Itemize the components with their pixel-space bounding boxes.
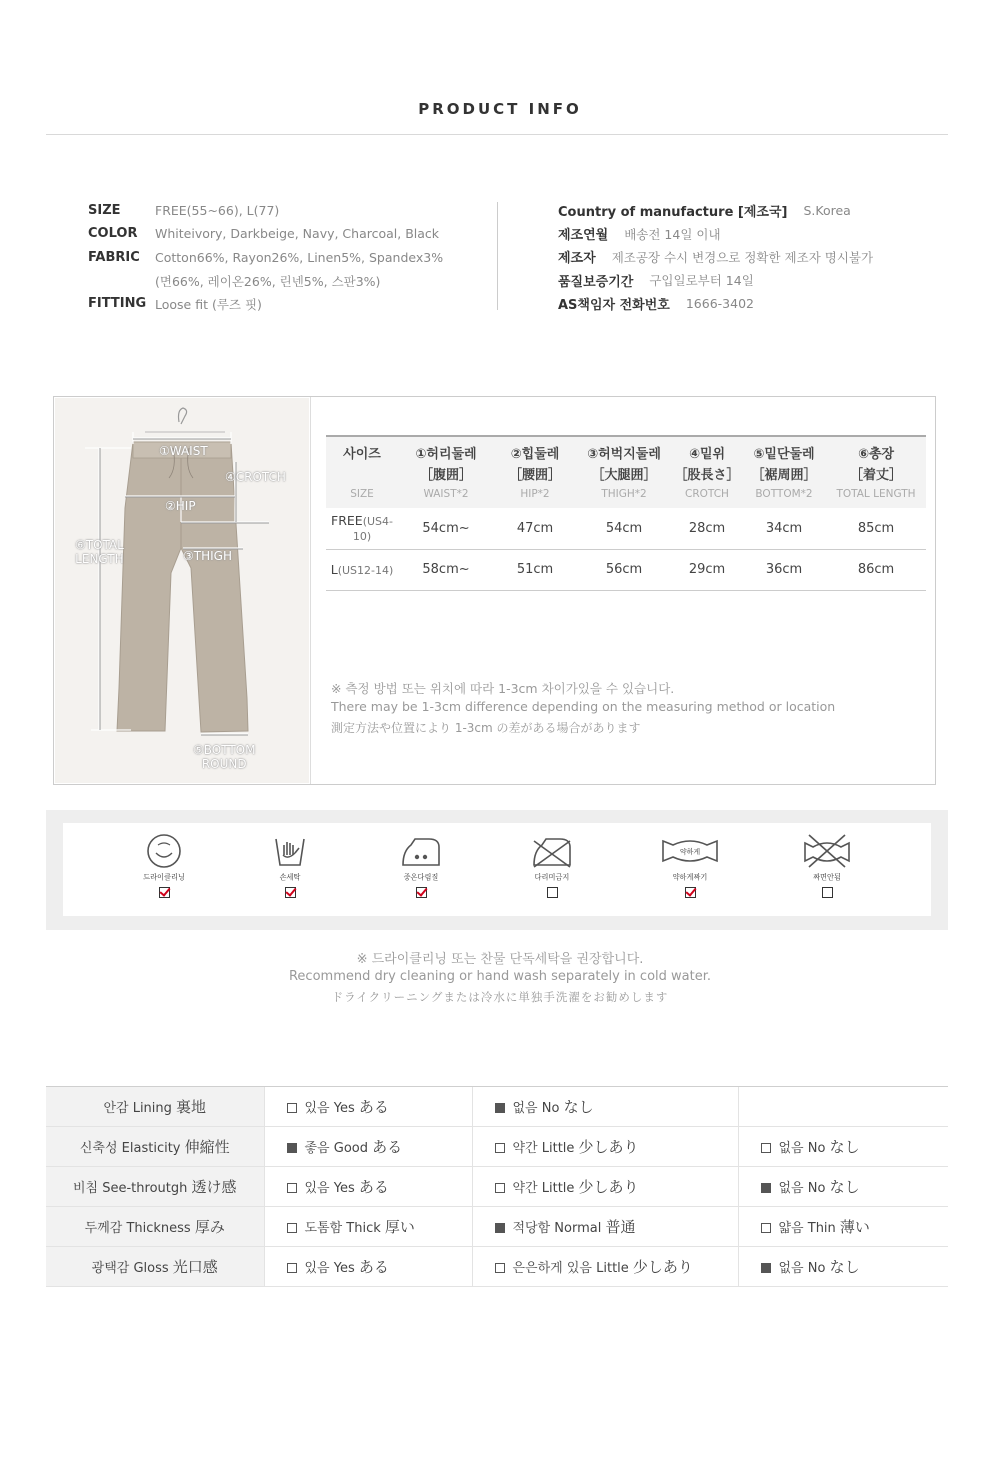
care-item-wring-gently bbox=[650, 833, 730, 898]
option-text: 있음 Yes bbox=[304, 1101, 359, 1116]
option-text: 없음 No bbox=[778, 1181, 830, 1196]
info-row bbox=[88, 269, 488, 292]
option-checkbox bbox=[495, 1263, 505, 1273]
property-option bbox=[264, 1207, 472, 1247]
care-label: 다리미금지 bbox=[534, 873, 570, 882]
property-option bbox=[472, 1127, 738, 1167]
option-text-jp: ある bbox=[358, 1178, 389, 1196]
header-cell: ⑥총장 bbox=[826, 436, 926, 462]
table-row bbox=[326, 508, 926, 549]
option-text: 있음 Yes bbox=[304, 1261, 359, 1276]
option-checkbox bbox=[287, 1263, 297, 1273]
no-iron-icon bbox=[530, 833, 574, 869]
size-cell bbox=[326, 549, 398, 590]
property-label-jp: 厚み bbox=[194, 1218, 225, 1236]
option-text: 적당함 Normal bbox=[512, 1221, 606, 1236]
property-label bbox=[46, 1127, 264, 1167]
property-label bbox=[46, 1167, 264, 1207]
option-checkbox bbox=[761, 1263, 771, 1273]
option-text: 약간 Little bbox=[512, 1141, 579, 1156]
option-text-jp: 少しあり bbox=[578, 1178, 639, 1196]
property-label bbox=[46, 1247, 264, 1287]
property-option-empty bbox=[738, 1087, 948, 1127]
property-option bbox=[738, 1207, 948, 1247]
property-option bbox=[264, 1167, 472, 1207]
info-key: Country of manufacture [제조국] bbox=[558, 205, 788, 221]
option-text: 없음 No bbox=[778, 1141, 830, 1156]
info-value: FREE(55~66), L(77) bbox=[155, 203, 280, 219]
info-value: 배송전 14일 이내 bbox=[624, 226, 721, 242]
size-us: (US4-10) bbox=[352, 515, 393, 544]
info-row bbox=[558, 245, 958, 268]
header-cell: WAIST*2 bbox=[423, 488, 469, 500]
option-text-jp: なし bbox=[563, 1098, 594, 1116]
option-text: 있음 Yes bbox=[304, 1181, 359, 1196]
property-label-text: 비침 See-throutgh bbox=[72, 1181, 192, 1196]
wash-note-jp: ドライクリーニングまたは冷水に単独手洗濯をお勧めします bbox=[331, 990, 669, 1004]
option-text-jp: ある bbox=[372, 1138, 403, 1156]
option-checkbox bbox=[287, 1183, 297, 1193]
total-length-label-2: LENGTH bbox=[75, 552, 124, 566]
property-option bbox=[472, 1167, 738, 1207]
total-length-label bbox=[75, 538, 124, 566]
option-text: 약간 Little bbox=[512, 1181, 579, 1196]
option-text-jp: なし bbox=[829, 1138, 860, 1156]
property-label-text: 두께감 Thickness bbox=[84, 1221, 195, 1236]
value-cell: 54cm~ bbox=[398, 508, 494, 549]
header-cell: SIZE bbox=[350, 488, 374, 500]
no-wring-icon bbox=[803, 833, 851, 869]
table-row bbox=[46, 1167, 948, 1207]
care-item-no-iron bbox=[512, 833, 592, 898]
hand-wash-icon bbox=[270, 833, 310, 869]
info-key: 제조연월 bbox=[558, 228, 609, 244]
pants-measurement-diagram bbox=[55, 398, 309, 783]
hip-label: ②HIP bbox=[165, 499, 196, 513]
bottom-round-label-1: ⑤BOTTOM bbox=[193, 743, 256, 757]
header-cell: ［裾周囲］ bbox=[751, 467, 817, 483]
option-text: 은은하게 있음 Little bbox=[512, 1261, 633, 1276]
property-option bbox=[738, 1127, 948, 1167]
option-text-jp: ある bbox=[358, 1098, 389, 1116]
option-text-jp: 少しあり bbox=[632, 1258, 693, 1276]
property-option bbox=[472, 1087, 738, 1127]
care-icon-text: 약하게 bbox=[679, 848, 701, 856]
property-option bbox=[738, 1247, 948, 1287]
fabric-properties-table bbox=[46, 1086, 948, 1287]
option-text-jp: 厚い bbox=[384, 1218, 415, 1236]
care-checkbox bbox=[822, 887, 833, 898]
option-checkbox bbox=[761, 1143, 771, 1153]
property-label-text: 안감 Lining bbox=[103, 1101, 177, 1116]
header-cell: ②힙둘레 bbox=[494, 436, 576, 462]
property-label-jp: 光口感 bbox=[172, 1258, 218, 1276]
property-option bbox=[738, 1167, 948, 1207]
header-cell: ［着丈］ bbox=[849, 467, 902, 483]
table-row bbox=[46, 1127, 948, 1167]
property-label bbox=[46, 1087, 264, 1127]
care-item-no-wring bbox=[787, 833, 867, 898]
care-panel bbox=[63, 823, 931, 916]
option-text-jp: 薄い bbox=[839, 1218, 870, 1236]
value-cell: 51cm bbox=[494, 549, 576, 590]
info-value: (면66%, 레이온26%, 린넨5%, 스판3%) bbox=[155, 273, 381, 289]
header-cell: 사이즈 bbox=[326, 436, 398, 462]
info-key: 품질보증기간 bbox=[558, 274, 634, 290]
property-option bbox=[264, 1127, 472, 1167]
waist-label: ①WAIST bbox=[159, 444, 208, 458]
measure-note-en: There may be 1-3cm difference depending on the measuring method or location bbox=[331, 699, 836, 714]
value-cell: 29cm bbox=[672, 549, 742, 590]
info-row bbox=[88, 246, 488, 269]
property-label-jp: 伸縮性 bbox=[184, 1138, 230, 1156]
measure-note-ko: ※ 측정 방법 또는 위치에 따라 1-3cm 차이가있을 수 있습니다. bbox=[331, 681, 675, 696]
option-checkbox bbox=[495, 1223, 505, 1233]
care-label: 드라이클리닝 bbox=[143, 873, 185, 882]
header-cell: THIGH*2 bbox=[601, 488, 647, 500]
header-cell: ⑤밑단둘레 bbox=[742, 436, 826, 462]
info-value: 제조공장 수시 변경으로 정확한 제조자 명시불가 bbox=[611, 249, 874, 265]
header-cell: CROTCH bbox=[685, 488, 729, 500]
product-info-left bbox=[88, 199, 488, 315]
info-value: Loose fit (루즈 핏) bbox=[155, 296, 262, 312]
option-text-jp: なし bbox=[829, 1258, 860, 1276]
table-row bbox=[46, 1087, 948, 1127]
care-checkbox bbox=[416, 887, 427, 898]
info-key: FABRIC bbox=[88, 249, 140, 265]
option-text: 도톰함 Thick bbox=[304, 1221, 385, 1236]
info-key: 제조자 bbox=[558, 251, 596, 267]
property-label-text: 신축성 Elasticity bbox=[79, 1141, 185, 1156]
bottom-round-label-2: ROUND bbox=[201, 757, 247, 771]
table-row bbox=[46, 1207, 948, 1247]
measure-note-jp: 測定方法や位置により 1-3cm の差がある場合があります bbox=[331, 721, 641, 735]
option-checkbox bbox=[761, 1183, 771, 1193]
care-item-hand-wash bbox=[250, 833, 330, 898]
bottom-round-label bbox=[193, 743, 255, 771]
size-box-divider bbox=[310, 397, 311, 784]
size-table bbox=[326, 435, 926, 591]
property-label-jp: 透け感 bbox=[191, 1178, 237, 1196]
care-checkbox bbox=[547, 887, 558, 898]
wash-note-en: Recommend dry cleaning or hand wash separately in cold water. bbox=[288, 969, 711, 984]
header-cell: BOTTOM*2 bbox=[755, 488, 813, 500]
info-row bbox=[558, 269, 958, 292]
care-item-dry-clean bbox=[124, 833, 204, 898]
info-key: AS책임자 전화번호 bbox=[558, 297, 670, 313]
iron-medium-icon bbox=[399, 833, 443, 869]
header-cell: ［大腿囲］ bbox=[591, 467, 657, 483]
size-table-header-jp bbox=[326, 462, 926, 484]
header-cell: ④밑위 bbox=[672, 436, 742, 462]
value-cell: 34cm bbox=[742, 508, 826, 549]
property-option bbox=[472, 1207, 738, 1247]
info-row bbox=[558, 292, 958, 315]
property-label-text: 광택감 Gloss bbox=[91, 1261, 173, 1276]
care-label: 손세탁 bbox=[279, 873, 301, 882]
size-name: FREE bbox=[331, 513, 363, 529]
value-cell: 47cm bbox=[494, 508, 576, 549]
care-instructions bbox=[46, 810, 948, 930]
info-value: S.Korea bbox=[803, 203, 851, 219]
header-cell: ［腰囲］ bbox=[508, 467, 561, 483]
option-checkbox bbox=[287, 1223, 297, 1233]
option-checkbox bbox=[761, 1223, 771, 1233]
care-checkbox bbox=[159, 887, 170, 898]
size-cell bbox=[326, 508, 398, 549]
info-row bbox=[558, 222, 958, 245]
wash-note-ko: ※ 드라이클리닝 또는 찬물 단독세탁을 권장합니다. bbox=[356, 952, 644, 967]
header-cell: ［腹囲］ bbox=[419, 467, 472, 483]
property-option bbox=[264, 1247, 472, 1287]
info-value: 구입일로부터 14일 bbox=[649, 273, 754, 289]
care-label: 중온다림질 bbox=[403, 873, 439, 882]
property-label bbox=[46, 1207, 264, 1247]
size-table-header-en bbox=[326, 484, 926, 508]
care-label: 짜면안됨 bbox=[813, 873, 841, 882]
option-text-jp: ある bbox=[358, 1258, 389, 1276]
info-row bbox=[88, 292, 488, 315]
value-cell: 36cm bbox=[742, 549, 826, 590]
property-option bbox=[264, 1087, 472, 1127]
info-row bbox=[88, 222, 488, 245]
total-length-label-1: ⑥TOTAL bbox=[75, 538, 124, 552]
info-row bbox=[558, 199, 958, 222]
care-checkbox bbox=[685, 887, 696, 898]
title-divider bbox=[46, 134, 948, 135]
info-key: FITTING bbox=[88, 296, 147, 312]
option-text: 얇음 Thin bbox=[778, 1221, 840, 1236]
size-name: L bbox=[330, 562, 338, 577]
info-value: Whiteivory, Darkbeige, Navy, Charcoal, Black bbox=[155, 226, 440, 242]
page-title: PRODUCT INFO bbox=[418, 100, 582, 118]
size-table-header-ko bbox=[326, 436, 926, 462]
option-text: 없음 No bbox=[778, 1261, 830, 1276]
header-cell bbox=[326, 462, 398, 484]
table-row bbox=[326, 549, 926, 590]
thigh-label: ③THIGH bbox=[183, 549, 232, 563]
size-us: (US12-14) bbox=[337, 564, 394, 577]
info-value: 1666-3402 bbox=[685, 295, 754, 311]
option-checkbox bbox=[495, 1183, 505, 1193]
option-checkbox bbox=[495, 1103, 505, 1113]
option-checkbox bbox=[287, 1103, 297, 1113]
care-checkbox bbox=[285, 887, 296, 898]
value-cell: 58cm~ bbox=[398, 549, 494, 590]
property-option bbox=[472, 1247, 738, 1287]
property-label-jp: 裏地 bbox=[176, 1098, 207, 1116]
wring-gently-icon bbox=[661, 833, 719, 869]
info-value: Cotton66%, Rayon26%, Linen5%, Spandex3% bbox=[155, 249, 444, 265]
header-cell: ［股長さ］ bbox=[674, 467, 740, 483]
info-key: SIZE bbox=[88, 203, 121, 219]
dry-clean-icon bbox=[144, 833, 184, 869]
value-cell: 56cm bbox=[576, 549, 672, 590]
care-label: 약하게짜기 bbox=[672, 873, 708, 882]
option-text-jp: 少しあり bbox=[578, 1138, 639, 1156]
option-checkbox bbox=[495, 1143, 505, 1153]
value-cell: 85cm bbox=[826, 508, 926, 549]
product-info-right bbox=[558, 199, 958, 315]
option-checkbox bbox=[287, 1143, 297, 1153]
info-divider bbox=[497, 202, 498, 310]
care-item-iron bbox=[381, 833, 461, 898]
value-cell: 54cm bbox=[576, 508, 672, 549]
header-cell: TOTAL LENGTH bbox=[836, 488, 916, 500]
value-cell: 28cm bbox=[672, 508, 742, 549]
option-text: 좋음 Good bbox=[304, 1141, 373, 1156]
option-text-jp: なし bbox=[829, 1178, 860, 1196]
header-cell: ③허벅지둘레 bbox=[576, 436, 672, 462]
option-text: 없음 No bbox=[512, 1101, 564, 1116]
option-text-jp: 普通 bbox=[605, 1218, 636, 1236]
crotch-label: ④CROTCH bbox=[225, 470, 286, 484]
value-cell: 86cm bbox=[826, 549, 926, 590]
info-key: COLOR bbox=[88, 226, 138, 242]
table-row bbox=[46, 1247, 948, 1287]
header-cell: ①허리둘레 bbox=[398, 436, 494, 462]
header-cell: HIP*2 bbox=[520, 488, 550, 500]
info-row bbox=[88, 199, 488, 222]
